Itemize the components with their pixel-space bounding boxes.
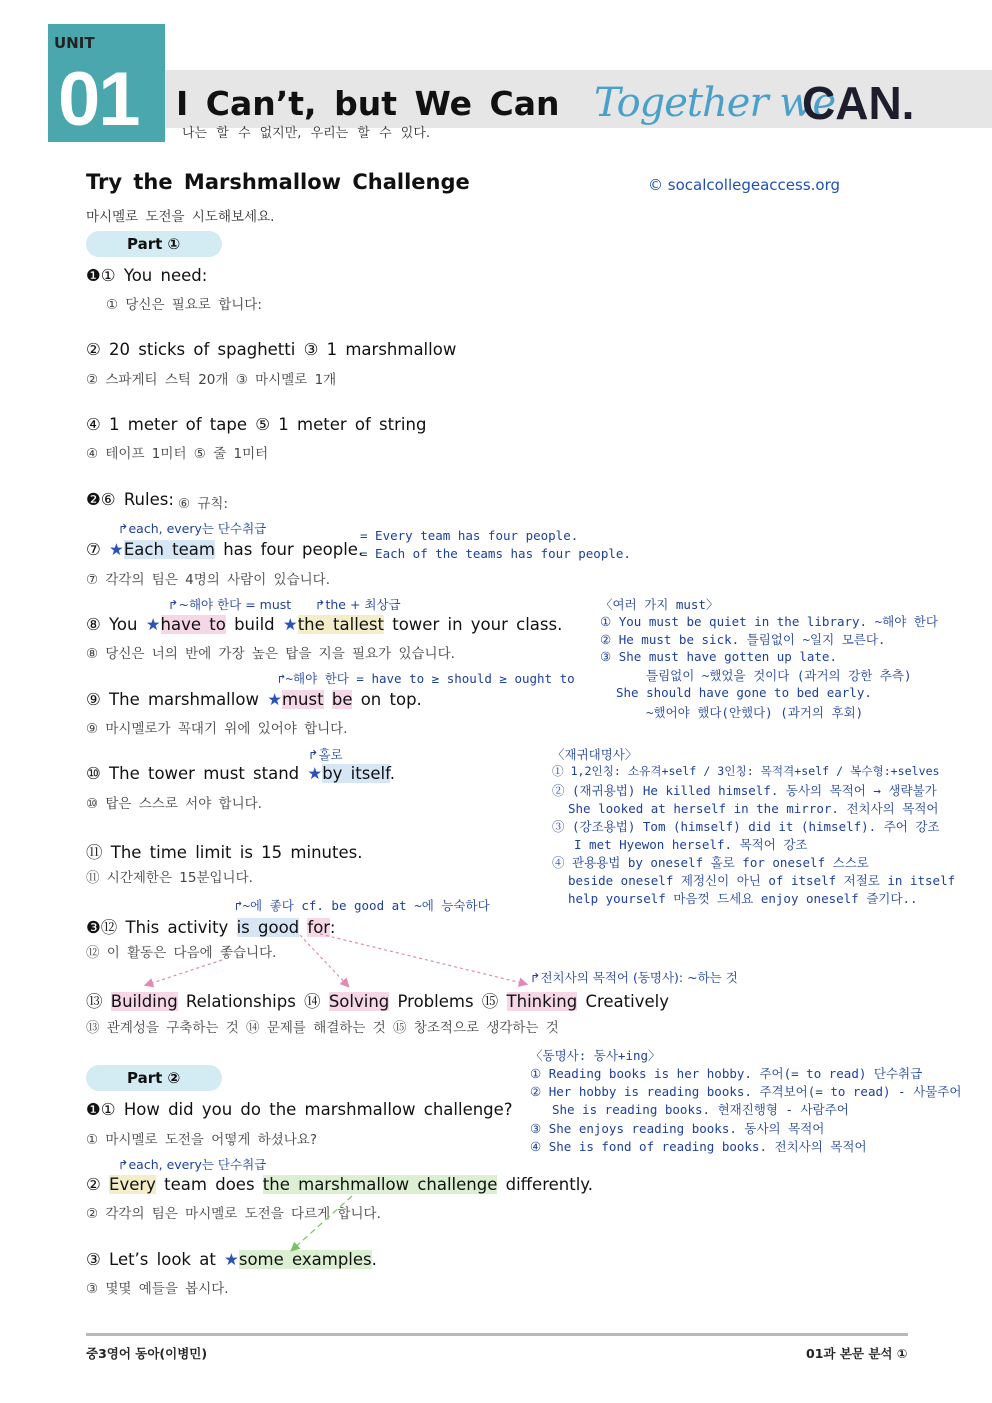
line-8-ko: ⑧ 당신은 너의 반에 가장 높은 탑을 지을 필요가 있습니다. (86, 646, 455, 662)
reflexive-note-line: ② (재귀용법) He killed himself. 동사의 목적어 → 생략불가 (552, 783, 937, 798)
must-note-title: 〈여러 가지 must〉 (600, 597, 719, 612)
arrow-for-thinking (320, 934, 526, 984)
line-2-en: ② 20 sticks of spaghetti ③ 1 marshmallow (86, 340, 457, 359)
must-note-line: 틀림없이 ~했었을 것이다 (과거의 강한 추측) (646, 668, 912, 683)
line-9-ko: ⑨ 마시멜로가 꼭대기 위에 있어야 합니다. (86, 721, 348, 737)
line-4-ko: ⑥ 규칙: (178, 496, 229, 512)
line-12-ko: ⑫ 이 활동은 다음에 좋습니다. (86, 945, 277, 961)
line-8-en: ⑧ You ★have to build ★the tallest tower in your class. (86, 615, 563, 634)
section-title-ko: 마시멜로 도전을 시도해보세요. (86, 209, 275, 225)
gerund-note-line: She is reading books. 현재진행형 - 사람주어 (552, 1102, 849, 1117)
must-note-line: ~했어야 했다(안했다) (과거의 후회) (646, 705, 864, 720)
section-title: Try the Marshmallow Challenge (86, 170, 470, 194)
reflexive-note-line: beside oneself 제정신이 아닌 of itself 저절로 in itself (568, 873, 956, 888)
star-icon: ★ (307, 764, 323, 783)
star-icon: ★ (145, 615, 161, 634)
line-3-en: ④ 1 meter of tape ⑤ 1 meter of string (86, 415, 427, 434)
reflexive-note-line: She looked at herself in the mirror. 전치사의 목적어 (568, 801, 939, 816)
p2-line-3-en: ③ Let’s look at ★some examples. (86, 1250, 377, 1269)
line-13-ko: ⑬ 관계성을 구축하는 것 ⑭ 문제를 해결하는 것 ⑮ 창조적으로 생각하는 것 (86, 1020, 559, 1036)
line-7-en: ⑦ ★Each team has four people. (86, 540, 364, 559)
gerund-note-line: ④ She is fond of reading books. 전치사의 목적어 (530, 1139, 867, 1154)
gerund-note-line: ③ She enjoys reading books. 동사의 목적어 (530, 1121, 825, 1136)
p2-line-1-en: ❶① How did you do the marshmallow challenge? (86, 1100, 513, 1119)
slogan-bold: CAN. (802, 77, 915, 129)
note-have-to: ↱~해야 한다 = have to ≥ should ≥ ought to (278, 671, 575, 686)
p2-line-3-ko: ③ 몇몇 예들을 봅시다. (86, 1281, 229, 1297)
credit-link[interactable]: © socalcollegeaccess.org (648, 176, 841, 194)
star-icon: ★ (267, 690, 282, 709)
note-each-every: ↱each, every는 단수취급 (118, 521, 267, 536)
gerund-note-line: ① Reading books is her hobby. 주어(= to read) 단수취급 (530, 1066, 923, 1081)
line-1-en: ❶① You need: (86, 266, 208, 285)
line-3-ko: ④ 테이프 1미터 ⑤ 줄 1미터 (86, 446, 269, 462)
must-note-line: She should have gone to bed early. (616, 685, 872, 700)
gerund-note-line: ② Her hobby is reading books. 주격보어(= to read) - 사물주어 (530, 1084, 962, 1099)
line-9-en: ⑨ The marshmallow ★must be on top. (86, 690, 422, 709)
lesson-subtitle: 나는 할 수 없지만, 우리는 할 수 있다. (182, 126, 431, 141)
reflexive-note-title: 〈재귀대명사〉 (552, 747, 638, 762)
reflexive-note-line: I met Hyewon herself. 목적어 강조 (574, 837, 808, 852)
footer-left: 중3영어 동아(이병민) (86, 1346, 208, 1361)
line-11-ko: ⑪ 시간제한은 15분입니다. (86, 870, 253, 886)
line-10-ko: ⑩ 탑은 스스로 서야 합니다. (86, 796, 262, 812)
line-10-en: ⑩ The tower must stand ★by itself. (86, 764, 395, 783)
must-note-line: ① You must be quiet in the library. ~해야 한다 (600, 614, 938, 629)
note-every-team: = Every team has four people. (360, 528, 579, 543)
must-note-line: ③ She must have gotten up late. (600, 649, 837, 664)
p2-line-1-ko: ① 마시멜로 도전을 어떻게 하셨나요? (86, 1132, 318, 1148)
line-11-en: ⑪ The time limit is 15 minutes. (86, 843, 363, 862)
reflexive-note-line: help yourself 마음껏 드세요 enjoy oneself 즐기다.. (568, 891, 918, 906)
footer-right: 01과 본문 분석 ① (806, 1346, 908, 1361)
gerund-note-title: 〈동명사: 동사+ing〉 (530, 1048, 661, 1063)
part-2-label: Part ② (127, 1069, 181, 1087)
star-icon: ★ (282, 615, 298, 634)
line-1-ko: ① 당신은 필요로 합니다: (106, 297, 262, 313)
slogan-script: Together we (594, 80, 836, 126)
line-13-en: ⑬ Building Relationships ⑭ Solving Problems ⑮ Thinking Creatively (86, 992, 669, 1011)
note-superlative: ↱the + 최상급 (315, 597, 401, 612)
reflexive-note-line: ① 1,2인칭: 소유격+self / 3인칭: 목적격+self / 복수형:+selves (552, 764, 940, 778)
p2-line-2-en: ② Every team does the marshmallow challenge differently. (86, 1175, 593, 1194)
note-each-every-2: ↱each, every는 단수취급 (118, 1157, 267, 1172)
star-icon: ★ (224, 1250, 239, 1269)
part-1-label: Part ① (127, 235, 181, 253)
arrow-for-solving (300, 935, 348, 986)
note-must: ↱~해야 한다 = must (168, 597, 292, 612)
footer-divider (86, 1333, 908, 1336)
star-icon: ★ (109, 540, 124, 559)
note-gerund-object: ↱전치사의 목적어 (동명사): ~하는 것 (530, 970, 738, 985)
p2-line-2-ko: ② 각각의 팀은 마시멜로 도전을 다르게 합니다. (86, 1206, 381, 1222)
line-12-en: ❸⑫ This activity is good for: (86, 918, 336, 937)
note-alone: ↱홀로 (308, 747, 343, 762)
line-7-ko: ⑦ 각각의 팀은 4명의 사람이 있습니다. (86, 572, 331, 588)
lesson-title: I Can’t, but We Can (176, 84, 560, 123)
arrow-every-examples (292, 1196, 352, 1250)
reflexive-note-line: ④ 관용용법 by oneself 홀로 for oneself 스스로 (552, 855, 869, 870)
reflexive-note-line: ③ (강조용법) Tom (himself) did it (himself). 주어 강조 (552, 819, 940, 834)
unit-number: 01 (58, 57, 139, 142)
note-good-for: ↱~에 좋다 cf. be good at ~에 능숙하다 (235, 898, 490, 913)
line-4-en: ❷⑥ Rules: (86, 490, 174, 509)
note-each-of-teams: = Each of the teams has four people. (360, 546, 631, 561)
must-note-line: ② He must be sick. 틀림없이 ~일지 모른다. (600, 632, 886, 647)
line-2-ko: ② 스파게티 스틱 20개 ③ 마시멜로 1개 (86, 372, 337, 388)
arrow-for-building (146, 960, 222, 985)
unit-label: UNIT (54, 34, 95, 52)
